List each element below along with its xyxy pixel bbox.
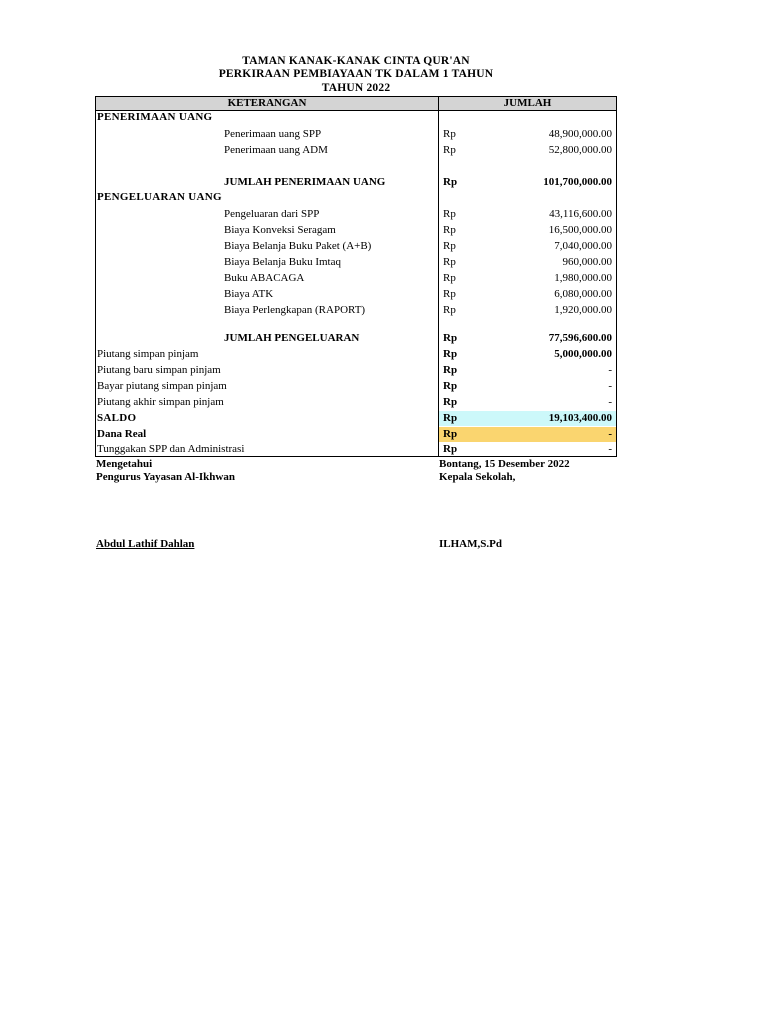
row-currency: Rp bbox=[443, 208, 456, 220]
row-amount: 5,000,000.00 bbox=[554, 348, 612, 360]
tunggakan-amount: - bbox=[608, 443, 612, 455]
section-pengeluaran bbox=[96, 190, 616, 205]
sig-right-place-date: Bontang, 15 Desember 2022 bbox=[439, 458, 570, 470]
total-amount: 101,700,000.00 bbox=[543, 176, 612, 188]
row-label: Biaya Belanja Buku Imtaq bbox=[224, 256, 341, 268]
row-amount: 16,500,000.00 bbox=[548, 224, 612, 236]
total-amount: 77,596,600.00 bbox=[548, 332, 612, 344]
doc-title-year: TAHUN 2022 bbox=[321, 82, 391, 94]
row-label: Piutang baru simpan pinjam bbox=[97, 364, 221, 376]
table-row bbox=[96, 395, 616, 410]
header-jumlah: JUMLAH bbox=[503, 97, 552, 109]
total-label: JUMLAH PENGELUARAN bbox=[224, 332, 360, 344]
row-currency: Rp bbox=[443, 288, 456, 300]
row-amount: 43,116,600.00 bbox=[549, 208, 612, 220]
row-currency: Rp bbox=[443, 380, 458, 392]
row-currency: Rp bbox=[443, 348, 458, 360]
tunggakan-row bbox=[96, 442, 616, 457]
sig-right-role: Kepala Sekolah, bbox=[439, 471, 516, 483]
sig-left-role: Pengurus Yayasan Al-Ikhwan bbox=[96, 471, 235, 483]
table-row bbox=[96, 271, 616, 286]
row-label: Buku ABACAGA bbox=[224, 272, 305, 284]
sig-left-name: Abdul Lathif Dahlan bbox=[96, 538, 195, 550]
saldo-amount: 19,103,400.00 bbox=[548, 412, 612, 424]
row-currency: Rp bbox=[443, 364, 458, 376]
row-currency: Rp bbox=[443, 272, 456, 284]
table-row bbox=[96, 363, 616, 378]
row-amount: - bbox=[608, 396, 612, 408]
row-amount: - bbox=[608, 380, 612, 392]
row-label: Penerimaan uang ADM bbox=[224, 144, 328, 156]
row-currency: Rp bbox=[443, 224, 456, 236]
sig-right-name: ILHAM,S.Pd bbox=[439, 538, 502, 550]
row-currency: Rp bbox=[443, 396, 458, 408]
row-amount: 960,000.00 bbox=[562, 256, 612, 268]
table-row bbox=[96, 287, 616, 302]
dana-real-currency: Rp bbox=[443, 428, 458, 440]
row-label: Biaya ATK bbox=[224, 288, 274, 300]
table-row bbox=[96, 379, 616, 394]
saldo-row bbox=[96, 411, 616, 426]
row-label: Biaya Perlengkapan (RAPORT) bbox=[224, 304, 366, 316]
dana-real-label: Dana Real bbox=[97, 428, 147, 440]
sig-left-title: Mengetahui bbox=[96, 458, 153, 470]
saldo-currency: Rp bbox=[443, 412, 458, 424]
row-amount: 6,080,000.00 bbox=[554, 288, 612, 300]
row-amount: 1,980,000.00 bbox=[554, 272, 612, 284]
total-pengeluaran-row bbox=[96, 331, 616, 346]
dana-real-highlight bbox=[439, 427, 616, 442]
header-keterangan: KETERANGAN bbox=[227, 97, 307, 109]
row-amount: 7,040,000.00 bbox=[554, 240, 612, 252]
row-currency: Rp bbox=[443, 144, 456, 156]
row-label: Biaya Konveksi Seragam bbox=[224, 224, 336, 236]
tunggakan-currency: Rp bbox=[443, 443, 458, 455]
row-amount: 48,900,000.00 bbox=[548, 128, 612, 140]
table-row bbox=[96, 303, 616, 318]
row-currency: Rp bbox=[443, 128, 456, 140]
table-row bbox=[96, 127, 616, 142]
total-currency: Rp bbox=[443, 332, 458, 344]
doc-title-school: TAMAN KANAK-KANAK CINTA QUR'AN bbox=[242, 55, 470, 67]
table-row bbox=[96, 347, 616, 362]
total-currency: Rp bbox=[443, 176, 458, 188]
total-penerimaan-row bbox=[96, 175, 616, 190]
row-label: Bayar piutang simpan pinjam bbox=[97, 380, 227, 392]
section-title: PENGELUARAN UANG bbox=[97, 191, 222, 203]
row-label: Biaya Belanja Buku Paket (A+B) bbox=[224, 240, 372, 252]
row-currency: Rp bbox=[443, 256, 456, 268]
section-title: PENERIMAAN UANG bbox=[97, 111, 213, 123]
tunggakan-label: Tunggakan SPP dan Administrasi bbox=[97, 443, 245, 455]
row-currency: Rp bbox=[443, 304, 456, 316]
dana-real-amount: - bbox=[608, 428, 612, 440]
row-amount: - bbox=[608, 364, 612, 376]
table-row bbox=[96, 239, 616, 254]
table-row bbox=[96, 143, 616, 158]
total-label: JUMLAH PENERIMAAN UANG bbox=[224, 176, 386, 188]
row-label: Pengeluaran dari SPP bbox=[224, 208, 320, 220]
row-label: Piutang akhir simpan pinjam bbox=[97, 396, 224, 408]
dana-real-row bbox=[96, 427, 616, 442]
row-label: Penerimaan uang SPP bbox=[224, 128, 322, 140]
section-penerimaan bbox=[96, 110, 616, 125]
budget-table bbox=[95, 96, 617, 457]
row-label: Piutang simpan pinjam bbox=[97, 348, 199, 360]
row-amount: 52,800,000.00 bbox=[548, 144, 612, 156]
saldo-label: SALDO bbox=[97, 412, 137, 424]
row-currency: Rp bbox=[443, 240, 456, 252]
table-row bbox=[96, 207, 616, 222]
doc-title-estimate: PERKIRAAN PEMBIAYAAN TK DALAM 1 TAHUN bbox=[218, 68, 494, 80]
table-header bbox=[96, 97, 616, 111]
table-row bbox=[96, 223, 616, 238]
table-row bbox=[96, 255, 616, 270]
row-amount: 1,920,000.00 bbox=[554, 304, 612, 316]
